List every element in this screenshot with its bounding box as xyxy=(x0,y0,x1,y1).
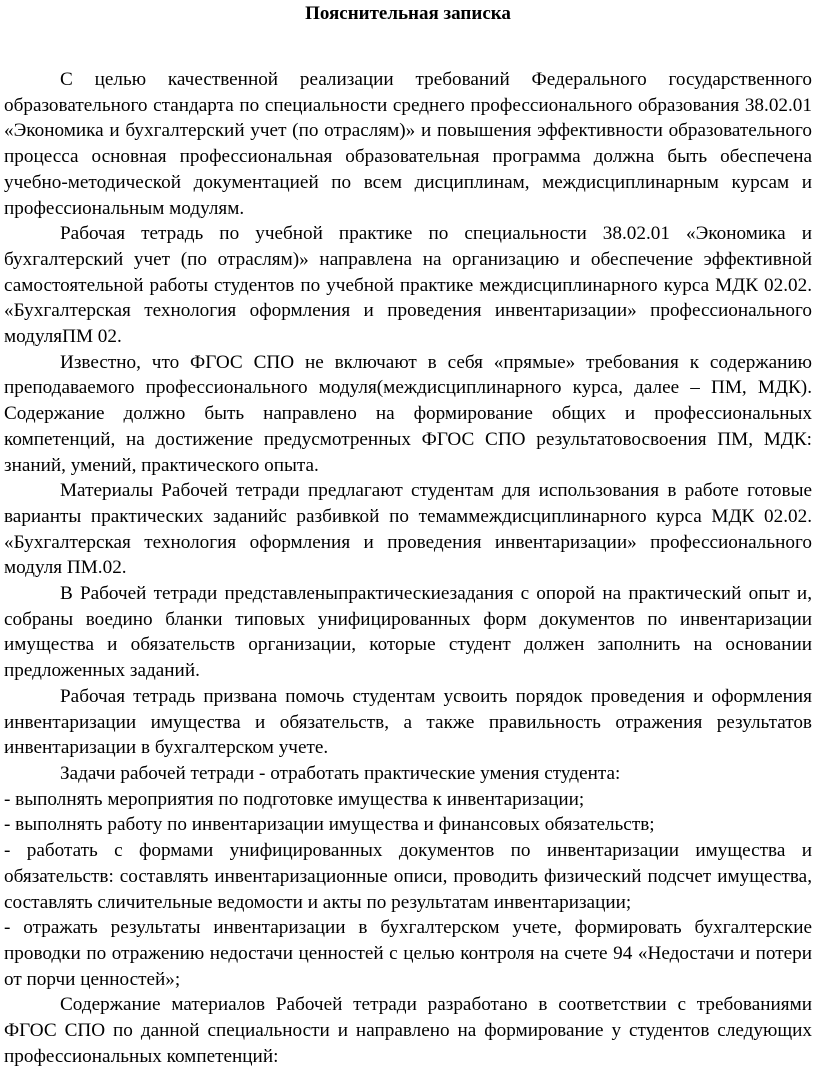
list-item-objective: - выполнять мероприятия по подготовке имущества к инвентаризации; xyxy=(4,788,585,810)
document-title: Пояснительная записка xyxy=(305,3,511,24)
list-item-objective: - работать с формами унифицированных документов по инвентаризации имущества и обязательств: составлять инвентаризационные описи, проводить физический подсчет имущества, составлять сличительные ведомости и акты по результатам инвентаризации; xyxy=(4,840,812,913)
document-body xyxy=(4,67,812,1069)
paragraph-competencies-intro: Содержание материалов Рабочей тетради разработано в соответствии с требованиями ФГОС СПО по данной специальности и направлено на формирование у студентов следующих профессиональных компетенций: xyxy=(4,994,812,1067)
paragraph-tasks-and-forms: В Рабочей тетради представленыпрактическиезадания с опорой на практический опыт и, собраны воедино бланки типовых унифицированных форм документов по инвентаризации имущества и обязательств организации, которые студент должен заполнить на основании предложенных заданий. xyxy=(4,583,812,682)
paragraph-materials: Материалы Рабочей тетради предлагают студентам для использования в работе готовые варианты практических заданийс разбивкой по темаммеждисциплинарного курса МДК 02.02. «Бухгалтерская технология оформления и проведения инвентаризации» профессионального модуля ПМ.02. xyxy=(4,480,812,579)
paragraph-workbook-goal: Рабочая тетрадь призвана помочь студентам усвоить порядок проведения и оформления инвентаризации имущества и обязательств, а также правильность отражения результатов инвентаризации в бухгалтерском учете. xyxy=(4,685,812,759)
list-item-objective: - отражать результаты инвентаризации в бухгалтерском учете, формировать бухгалтерские проводки по отражению недостачи ценностей с целью контроля на счете 94 «Недостачи и потери от порчи ценностей»; xyxy=(4,917,812,990)
paragraph-purpose: С целью качественной реализации требований Федерального государственного образовательного стандарта по специальности среднего профессионального образования 38.02.01 «Экономика и бухгалтерский учет (по отраслям)» и повышения эффективности образовательного процесса основная профессиональная образовательная программа должна быть обеспечена учебно-методической документацией по всем дисциплинам, междисциплинарным курсам и профессиональным модулям. xyxy=(4,69,812,219)
list-item-objective: - выполнять работу по инвентаризации имущества и финансовых обязательств; xyxy=(4,814,655,836)
paragraph-objectives-intro: Задачи рабочей тетради - отработать практические умения студента: xyxy=(60,762,621,784)
paragraph-workbook-aim: Рабочая тетрадь по учебной практике по специальности 38.02.01 «Экономика и бухгалтерский учет (по отраслям)» направлена на организацию и обеспечение эффективной самостоятельной работы студентов по учебной практике междисциплинарного курса МДК 02.02. «Бухгалтерская технология оформления и проведения инвентаризации» профессионального модуляПМ 02. xyxy=(4,223,812,348)
paragraph-fgos-requirements: Известно, что ФГОС СПО не включают в себя «прямые» требования к содержанию преподаваемого профессионального модуля(междисциплинарного курса, далее – ПМ, МДК). Содержание должно быть направлено на формирование общих и профессиональных компетенций, на достижение предусмотренных ФГОС СПО результатовосвоения ПМ, МДК: знаний, умений, практического опыта. xyxy=(4,351,812,476)
